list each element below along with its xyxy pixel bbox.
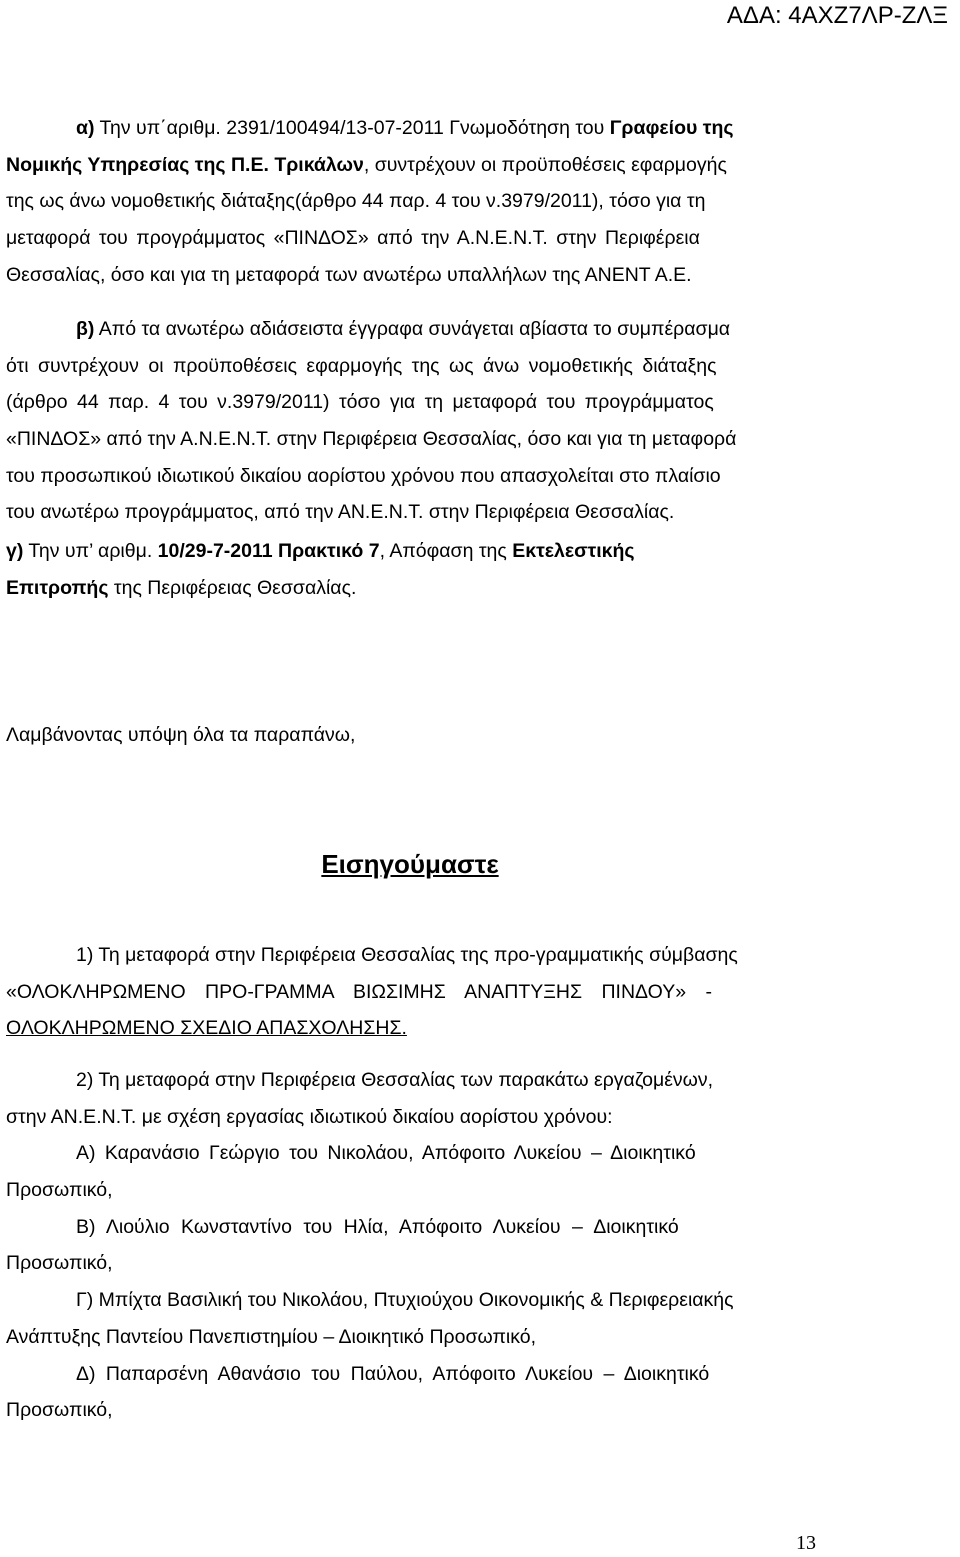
item-2-line-1: 2) Τη μεταφορά στην Περιφέρεια Θεσσαλίας των παρακάτω εργαζομένων, (76, 1069, 714, 1091)
employee-b-line-2: Προσωπικό, (6, 1252, 113, 1275)
item-marker: α) (76, 117, 95, 139)
paragraph-a-line-5: Θεσσαλίας, όσο και για τη μεταφορά των ανωτέρω υπαλλήλων της ΑΝΕΝΤ Α.Ε. (6, 263, 692, 286)
employee-b-line-1: Β) Λιούλιο Κωνσταντίνο του Ηλία, Απόφοιτο Λυκείου – Διοικητικό (76, 1215, 679, 1238)
heading-text: Εισηγούμαστε (321, 849, 499, 879)
paragraph-b-line-2: ότι συντρέχουν οι προϋποθέσεις εφαρμογής της ως άνω νομοθετικής διάταξης (6, 354, 717, 377)
text: Την υπ’ αριθμ. (23, 540, 158, 562)
page-heading (0, 846, 820, 882)
employee-a-line-2: Προσωπικό, (6, 1179, 113, 1202)
paragraph-b-line-3: (άρθρο 44 παρ. 4 του ν.3979/2011) τόσο για τη μεταφορά του προγράμματος (6, 391, 714, 414)
bold-text: 10/29-7-2011 Πρακτικό 7 (157, 540, 380, 562)
item-1-line-1: 1) Τη μεταφορά στην Περιφέρεια Θεσσαλίας της προ-γραμματικής σύμβασης (76, 944, 738, 966)
text: Από τα ανωτέρω αδιάσειστα έγγραφα συνάγεται αβίαστα το συμπέρασμα (94, 318, 731, 340)
bold-text: Νομικής Υπηρεσίας της Π.Ε. Τρικάλων (6, 153, 364, 176)
text: της Περιφέρειας Θεσσαλίας. (108, 576, 357, 599)
bold-text: Γραφείου της (609, 117, 734, 139)
paragraph-c (6, 533, 818, 606)
item-2 (6, 1062, 818, 1429)
bold-text: Επιτροπής (6, 576, 109, 599)
page-number: 13 (796, 1532, 816, 1554)
text: , Απόφαση της (379, 540, 513, 562)
paragraph-a-line-2 (6, 147, 818, 184)
document-code: ΑΔΑ: 4ΑΧΖ7ΛΡ-ΖΛΞ (726, 2, 948, 29)
item-1 (6, 937, 818, 1047)
paragraph-a-line-4: μεταφορά του προγράμματος «ΠΙΝΔΟΣ» από την Α.Ν.Ε.Ν.Τ. στην Περιφέρεια (6, 227, 700, 250)
considering-line (6, 717, 818, 754)
paragraph-a-line-1 (6, 110, 818, 147)
item-marker: γ) (6, 540, 24, 562)
considering-text: Λαμβάνοντας υπόψη όλα τα παραπάνω, (6, 724, 356, 746)
paragraph-b-line-5: του προσωπικού ιδιωτικού δικαίου αορίστου χρόνου που απασχολείται στο πλαίσιο (6, 464, 721, 487)
item-1-line-3 (6, 1010, 818, 1047)
item-2-line-2: στην ΑΝ.Ε.Ν.Τ. με σχέση εργασίας ιδιωτικού δικαίου αορίστου χρόνου: (6, 1105, 613, 1128)
paragraph-b-line-4: «ΠΙΝΔΟΣ» από την Α.Ν.Ε.Ν.Τ. στην Περιφέρεια Θεσσαλίας, όσο και για τη μεταφορά (6, 428, 737, 451)
paragraph-a (6, 110, 818, 293)
paragraph-a-line-3: της ως άνω νομοθετικής διάταξης(άρθρο 44 παρ. 4 του ν.3979/2011), τόσο για τη (6, 190, 706, 213)
paragraph-c-line-1 (6, 533, 818, 570)
bold-text: Εκτελεστικής (512, 540, 635, 562)
text: , συντρέχουν οι προϋποθέσεις εφαρμογής (363, 153, 727, 176)
paragraph-c-line-2 (6, 570, 818, 607)
paragraph-b-line-6: του ανωτέρω προγράμματος, από την ΑΝ.Ε.Ν.Τ. στην Περιφέρεια Θεσσαλίας. (6, 501, 675, 524)
employee-d-line-1: Δ) Παπαρσένη Αθανάσιο του Παύλου, Απόφοιτο Λυκείου – Διοικητικό (76, 1362, 710, 1385)
item-1-line-2: «ΟΛΟΚΛΗΡΩΜΕΝΟ ΠΡΟ-ΓΡΑΜΜΑ ΒΙΩΣΙΜΗΣ ΑΝΑΠΤΥΞΗΣ ΠΙΝΔΟΥ» - (6, 980, 712, 1003)
paragraph-b (6, 311, 818, 531)
underlined-text: ΟΛΟΚΛΗΡΩΜΕΝΟ ΣΧΕΔΙΟ ΑΠΑΣΧΟΛΗΣΗΣ. (6, 1017, 407, 1040)
employee-d-line-2: Προσωπικό, (6, 1399, 113, 1422)
employee-a-line-1: Α) Καρανάσιο Γεώργιο του Νικολάου, Απόφοιτο Λυκείου – Διοικητικό (76, 1142, 696, 1165)
item-marker: β) (76, 318, 95, 340)
employee-c-line-1: Γ) Μπίχτα Βασιλική του Νικολάου, Πτυχιούχου Οικονομικής & Περιφερειακής (76, 1289, 734, 1312)
employee-c-line-2: Ανάπτυξης Παντείου Πανεπιστημίου – Διοικητικό Προσωπικό, (6, 1325, 537, 1348)
paragraph-b-line-1 (6, 311, 818, 348)
text: Την υπ΄αριθμ. 2391/100494/13-07-2011 Γνωμοδότηση του (94, 117, 610, 139)
